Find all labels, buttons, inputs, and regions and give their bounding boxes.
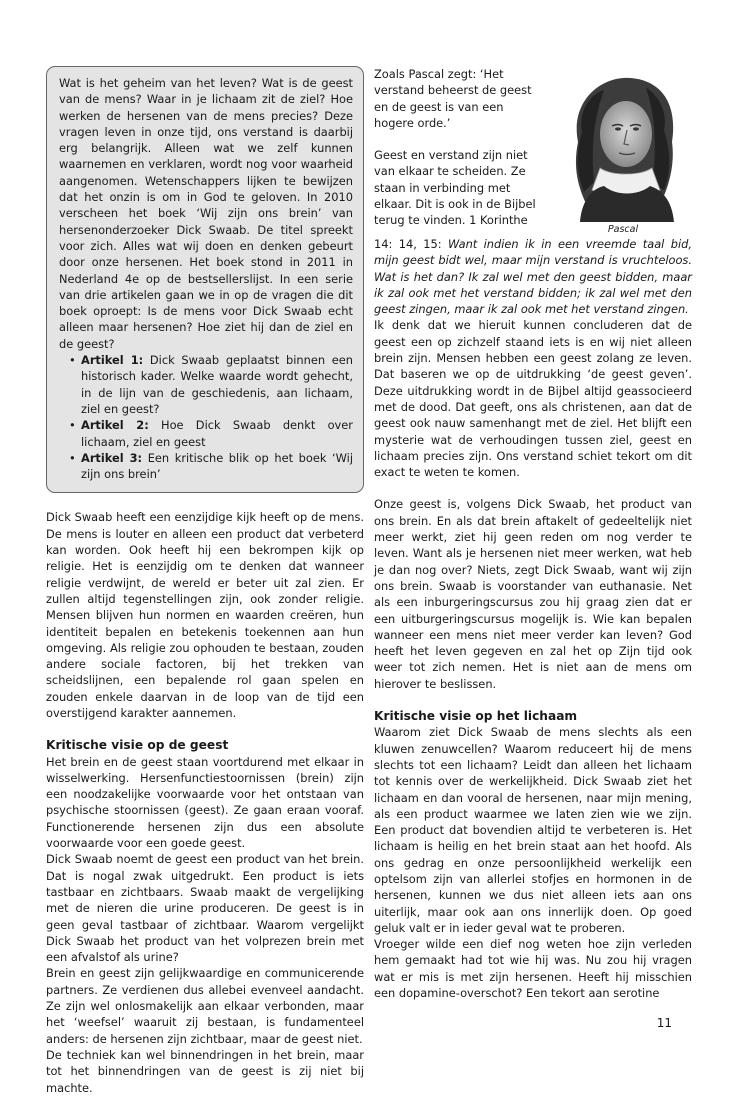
para-geest-1: Het brein en de geest staan voortdurend met elkaar in wisselwerking. Hersenfunctiestoornissen (brein) zijn een noodzakelijke voorwaarde voor het ontstaan van psychische stoornissen (geest). Ze gaan eraan vooraf. Functionerende hersenen zijn dus een absolute voorwaarde voor een goede geest.	[46, 754, 364, 851]
para-lichaam-1: Waarom ziet Dick Swaab de mens slechts als een kluwen zenuwcellen? Waarom reduceert hij de mens slechts tot een lichaam? Leidt dan alleen het lichaam tot kennis over de werkelijkheid. Dick Swaab ziet het lichaam en dan vooral de hersenen, naar mijn mening, als een product waarmee we laten zien wie we zijn. Een product dat bovendien altijd te verbeteren is. Het lichaam is heilig en het brein staat aan het hoofd. Als ons gedrag en onze persoonlijkheid werkelijk een optelsom zijn van allerlei stofjes en hormonen in de hersenen, kunnen we dus niet alleen iets aan ons uiterlijk, maar ook aan ons innerlijk doen. Op goed geluk valt er in ieder geval wat te proberen.	[374, 725, 692, 935]
article-item-1: • Artikel 1: Dick Swaab geplaatst binnen een historisch kader. Welke waarde wordt gehecht, in de lijn van de geschiedenis, aan lichaam, ziel en geest?	[69, 352, 353, 417]
para-geest-3: Brein en geest zijn gelijkwaardige en communicerende partners. Ze verdienen dus allebei evenveel aandacht. Ze zijn wel onlosmakelijk aan elkaar verbonden, maar het ‘weefsel’ waaruit zij bestaan, is fundamenteel anders: de hersenen zijn zichtbaar, maar de geest niet.	[46, 966, 364, 1046]
bible-quote-para	[374, 236, 692, 317]
para-euthanasia: Onze geest is, volgens Dick Swaab, het product van ons brein. En als dat brein aftakelt of gedeeltelijk niet meer werkt, ziet hij geen reden om nog verder te leven. Want als je hersenen niet meer werken, wat heb je dan nog over? Niets, zegt Dick Swaab, want wij zijn ons brein. Swaab is voorstander van euthanasie. Net als een inburgeringscursus zou hij graag zien dat er een uitburgeringscursus mogelijk is. Wie kan bepalen wanneer een mens niet meer verder kan leven? God heeft het leven gegeven en zal het op Zijn tijd ook weer tot zich nemen. Het is niet aan de mens om hierover te beslissen.	[374, 497, 692, 691]
article-item-2: • Artikel 2: Hoe Dick Swaab denkt over lichaam, ziel en geest	[69, 417, 353, 450]
para-intro: Dick Swaab heeft een eenzijdige kijk heeft op de mens. De mens is louter en alleen een product dat verbeterd kan worden. Ook heeft hij een bekrompen kijk op religie. Het is eenzijdig om te denken dat wanneer religie verdwijnt, de wereld er beter uit zal zien. Er zullen altijd tegenstellingen zijn, ook zonder religie. Mensen blijven hun normen en waarden creëren, hun identiteit bepalen en betekenis toekennen aan hun omgeving. Als religie zou ophouden te bestaan, zouden andere sociale factoren, bij het trekken van scheidslijnen, een bepalende rol gaan spelen en zouden enkele daarvan in de loop van de tijd een overstijgend karakter aannemen.	[46, 510, 364, 720]
page-number: 11	[656, 1016, 672, 1030]
heading-lichaam: Kritische visie op het lichaam	[374, 709, 578, 724]
intro-paragraph: Wat is het geheim van het leven? Wat is de geest van de mens? Waar in je lichaam zit de ziel? Hoe werken de hersenen van de mens precies? Deze vragen leven in onze tijd, ons verstand is daarbij erg belangrijk. Alleen wat we zelf kunnen waarnemen en verklaren, wordt nog voor waarheid aangenomen. Wetenschappers lijken te bewijzen dat het onzin is om in God te geloven. In 2010 verscheen het boek ‘Wij zijn ons brein’ van hersenonderzoeker Dick Swaab. De titel spreekt voor zich. Alles wat wij doen en denken gebeurt door onze hersenen. Het boek stond in 2011 in Nederland 4e op de bestsellerslijst. In een serie van drie artikelen gaan we in op de vragen die dit boek oproept: Is de mens voor Dick Swaab echt alleen maar hersenen? Hoe ziet hij dan de ziel en de geest?	[59, 76, 353, 351]
pascal-portrait-image	[560, 72, 686, 222]
para-lichaam-2: Vroeger wilde een dief nog weten hoe zijn verleden hem gemaakt had tot wie hij was. Nu zou hij vragen wat er mis is met zijn hersenen. Heeft hij misschien een dopamine-overschot? Een tekort aan serotine	[374, 937, 692, 1001]
intro-box	[46, 66, 364, 493]
quote-row	[374, 66, 692, 236]
article-list	[59, 352, 353, 482]
pascal-portrait-figure	[554, 66, 692, 236]
bible-quote: Want indien ik in een vreemde taal bid, mijn geest bidt wel, maar mijn verstand is vruchteloos. Wat is het dan? Ik zal wel met den geest bidden, maar ik zal ook met het verstand bidden; ik zal wel met den geest zingen, maar ik zal ook met het verstand zingen.	[374, 237, 692, 317]
heading-geest: Kritische visie op de geest	[46, 738, 229, 753]
right-column	[374, 66, 692, 1001]
bible-ref: 14: 14, 15:	[374, 237, 448, 251]
para-geest-2: Dick Swaab noemt de geest een product van het brein. Dat is nogal zwak uitgedrukt. Een product is iets tastbaar en zichtbaars. Swaab maakt de vergelijking met de nieren die urine produceren. De geest is in geen geval tastbaar of zichtbaar. Waarom vergelijkt Dick Swaab het product van het volprezen brein met een afvalstof als urine?	[46, 852, 364, 965]
para-verstand-start: Geest en verstand zijn niet van elkaar te scheiden. Ze staan in verbinding met elkaar. Dit is ook in de Bijbel terug te vinden. 1 Korinthe	[374, 148, 536, 228]
article-item-3: • Artikel 3: Een kritische blik op het boek ‘Wij zijn ons brein’	[69, 450, 353, 483]
para-geest-4: De techniek kan wel binnendringen in het brein, maar tot het binnendringen van de geest is zij niet bij machte.	[46, 1047, 364, 1095]
left-column	[46, 66, 364, 1096]
pascal-quote: Zoals Pascal zegt: ‘Het verstand beheerst de geest en de geest is van een hogere orde.’	[374, 67, 532, 130]
pascal-quote-block	[374, 66, 536, 229]
portrait-caption: Pascal	[607, 224, 639, 235]
para-conclude: Ik denk dat we hieruit kunnen concluderen dat de geest een op zichzelf staand iets is en wij niet alleen brein zijn. Mensen hebben een geest zolang ze leven. Dat baseren we op de uitdrukking ‘de geest geven’. Deze uitdrukking wordt in de Bijbel altijd geassocieerd met de dood. Dat geeft, ons als christenen, aan dat de geest ook nauw samenhangt met de ziel. Het blijft een mysterie wat de verhoudingen tussen ziel, geest en lichaam precies zijn. Ons verstand schiet tekort om dit exact te weten te komen.	[374, 318, 692, 480]
